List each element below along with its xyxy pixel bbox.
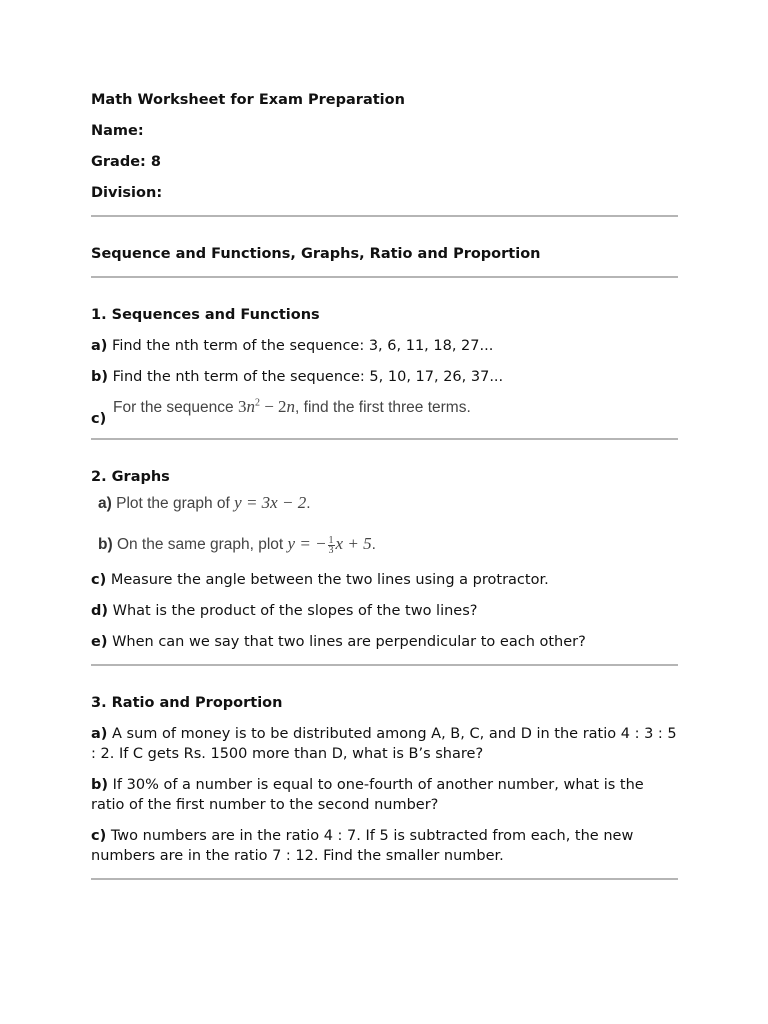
question-text: For the sequence [113, 399, 238, 416]
section-heading-ratio: 3. Ratio and Proportion [91, 695, 283, 711]
question-2d [91, 601, 678, 621]
question-text: A sum of money is to be distributed among A, B, C, and D in the ratio 4 : 3 : 5 : 2. If C gets Rs. 1500 more than D, what is B’s share? [91, 726, 677, 762]
question-2a [98, 487, 678, 519]
question-3a [91, 724, 678, 764]
question-label: d) [91, 603, 109, 619]
question-text: What is the product of the slopes of the two lines? [108, 603, 478, 619]
divider [91, 276, 678, 278]
question-label: a) [98, 495, 112, 512]
question-1a [91, 336, 678, 356]
question-label: c) [91, 828, 107, 844]
worksheet-title: Math Worksheet for Exam Preparation [91, 92, 405, 108]
section-heading-graphs: 2. Graphs [91, 469, 170, 485]
worksheet-content [91, 90, 678, 880]
question-3c [91, 826, 678, 866]
divider [91, 215, 678, 217]
question-text: When can we say that two lines are perpendicular to each other? [107, 634, 586, 650]
question-label: b) [91, 777, 109, 793]
name-label: Name: [91, 123, 144, 139]
question-text: Measure the angle between the two lines using a protractor. [106, 572, 549, 588]
question-2b [98, 519, 678, 569]
question-label: c) [91, 411, 107, 427]
question-text-image [113, 397, 471, 417]
math-expression: y = − $\frac{1}{3}$ x + 5 [287, 534, 372, 556]
question-text: . [306, 495, 311, 512]
question-label: a) [91, 338, 108, 354]
question-text: If 30% of a number is equal to one-fourth of another number, what is the ratio of the first number to the second number? [91, 777, 644, 813]
question-1b [91, 367, 678, 387]
question-text: On the same graph, plot [112, 536, 288, 553]
fraction: $\frac{1}{3}$ [328, 534, 334, 556]
question-text: Find the nth term of the sequence: 3, 6, 11, 18, 27... [107, 338, 494, 354]
question-label: e) [91, 634, 108, 650]
question-text: Plot the graph of [111, 495, 235, 512]
section-heading-sequences: 1. Sequences and Functions [91, 307, 320, 323]
divider [91, 878, 678, 880]
question-text: . [371, 536, 376, 553]
question-1c [91, 387, 678, 431]
question-text: Two numbers are in the ratio 4 : 7. If 5 is subtracted from each, the new numbers are in the ratio 7 : 12. Find the smaller number. [91, 828, 634, 864]
question-text: Find the nth term of the sequence: 5, 10, 17, 26, 37... [108, 369, 504, 385]
divider [91, 438, 678, 440]
question-label: c) [91, 572, 107, 588]
topic-heading: Sequence and Functions, Graphs, Ratio and Proportion [91, 246, 541, 262]
grade-label: Grade: 8 [91, 154, 161, 170]
divider [91, 664, 678, 666]
math-expression: $3n^2 - 2n$ [237, 397, 296, 416]
division-label: Division: [91, 185, 163, 201]
question-3b [91, 775, 678, 815]
question-label: b) [91, 369, 109, 385]
question-label: a) [91, 726, 108, 742]
question-2e [91, 632, 678, 652]
question-label: b) [98, 536, 113, 553]
math-expression: y = 3x − 2 [234, 493, 307, 512]
question-2c [91, 570, 678, 590]
question-text: , find the first three terms. [295, 399, 471, 416]
